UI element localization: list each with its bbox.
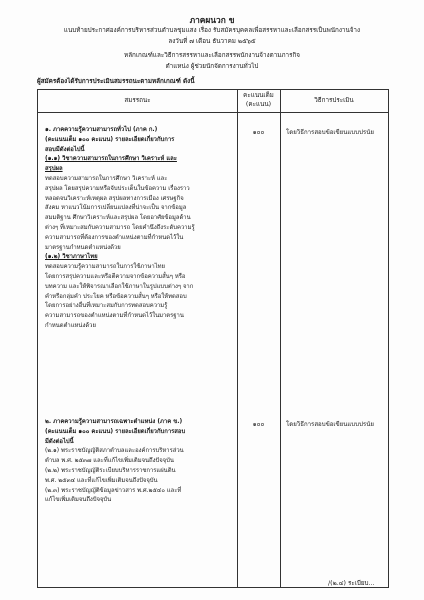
section-2-heading: (คะแนนเต็ม ๑๐๐ คะแนน) รายละเอียดเกี่ยวกับการสอบ: [45, 428, 186, 435]
body-text-line: ต่างๆ ที่เหมาะสมกับความสามารถ โดยคำนึงถึงระดับความรู้: [45, 225, 195, 231]
body-text-line: ทดสอบความสามารถในการศึกษา วิเคราะห์ และ: [45, 176, 168, 182]
continuation-marker: /(๒.๔) ระเบียบ...: [328, 580, 375, 587]
column-header-score: คะแนนเต็ม: [243, 92, 274, 99]
column-header-score-unit: (คะแนน): [245, 101, 272, 108]
appendix-title: ภาคผนวก ข: [189, 15, 235, 25]
intro-text: ผู้สมัครต้องได้รับการประเมินสมรรถนะตามหลักเกณฑ์ ดังนี้: [37, 78, 195, 85]
body-text-line: พ.ศ. ๒๕๓๔ และที่แก้ไขเพิ่มเติมจนถึงปัจจุบัน: [45, 477, 158, 484]
body-text-line: ตำบล พ.ศ. ๒๕๓๗ และที่แก้ไขเพิ่มเติมจนถึงปัจจุบัน: [45, 458, 174, 465]
body-text-line: สมมติฐาน ศึกษาวิเคราะห์และสรุปผล โดยอาศัยข้อมูลด้าน: [45, 215, 191, 222]
column-divider: [237, 90, 238, 587]
section-1-heading: สอบมีดังต่อไปนี้: [45, 146, 85, 153]
body-text-line: (๒.๓) พระราชบัญญัติข้อมูลข่าวสาร พ.ศ.๒๕๔๐ และที่: [45, 487, 182, 494]
body-text-line: บทความ และให้พิจารณาเลือกใช้ภาษาในรูปแบบต่างๆ จาก: [45, 283, 194, 290]
section-2-heading: มีดังต่อไปนี้: [45, 438, 74, 445]
subject-1-1-heading: (๑.๑) วิชาความสามารถในการศึกษา วิเคราะห์ และ: [45, 156, 177, 163]
method-section-2: โดยวิธีการสอบข้อเขียนแบบปรนัย: [286, 421, 374, 428]
position-heading: ตำแหน่ง ผู้ช่วยนักจัดการงานทั่วไป: [165, 63, 259, 70]
body-text-line: แก้ไขเพิ่มเติมจนถึงปัจจุบัน: [45, 497, 112, 504]
method-section-1: โดยวิธีการสอบข้อเขียนแบบปรนัย: [286, 129, 374, 136]
body-text-line: กำหนดตำแหน่งด้วย: [45, 323, 96, 329]
competency-table: [37, 89, 389, 588]
score-section-1: ๑๐๐: [252, 129, 265, 136]
body-text-line: สรุปผล โดยสรุปความหรือจับประเด็นในข้อความ เรื่องราว: [45, 185, 190, 192]
body-text-line: โดยการอย่างอื่นที่เหมาะสมกับการทดสอบความรู้: [45, 303, 168, 310]
subject-1-1-heading: สรุปผล: [45, 166, 63, 173]
body-text-line: คำหรือกลุ่มคำ ประโยค หรือข้อความสั้นๆ หรือให้ทดสอบ: [45, 293, 187, 300]
column-header-competency: สมรรถนะ: [124, 97, 151, 104]
section-2-heading: ๒. ภาคความรู้ความสามารถเฉพาะตำแหน่ง (ภาค ข.): [45, 419, 183, 425]
body-text-line: ความสามารถของตำแหน่งตามที่กำหนดไว้ในมาตรฐาน: [45, 313, 184, 320]
criteria-heading: หลักเกณฑ์และวิธีการสรรหาและเลือกสรรพนักงานจ้างตามภารกิจ: [124, 52, 300, 59]
announcement-date: ลงวันที่ ๗ เดือน ธันวาคม ๒๕๖๕: [168, 38, 256, 45]
column-header-method: วิธีการประเมิน: [314, 97, 354, 104]
section-1-heading: (คะแนนเต็ม ๑๐๐ คะแนน) รายละเอียดเกี่ยวกับการ: [45, 136, 175, 143]
announcement-subtitle: แนบท้ายประกาศองค์การบริหารส่วนตำบลชุมแสง เรื่อง รับสมัครบุคคลเพื่อสรรหาและเลือกสรรเป็นพนักงานจ้าง: [63, 27, 361, 34]
body-text-line: มาตรฐานกำหนดตำแหน่งด้วย: [45, 244, 121, 251]
column-divider: [280, 90, 281, 587]
body-text-line: (๒.๒) พระราชบัญญัติระเบียบบริหารราชการแผ่นดิน: [45, 468, 176, 474]
body-text-line: ความสามารถที่ต้องการของตำแหน่งตามที่กำหนดไว้ใน: [45, 234, 184, 241]
subject-1-2-heading: (๑.๒) วิชาภาษาไทย: [45, 254, 98, 261]
body-text-line: (๒.๑) พระราชบัญญัติสภาตำบลและองค์การบริหารส่วน: [45, 448, 184, 455]
score-section-2: ๑๐๐: [252, 421, 265, 428]
section-1-heading: ๑. ภาคความรู้ความสามารถทั่วไป (ภาค ก.): [45, 127, 158, 133]
header-divider: [38, 112, 388, 113]
body-text-line: โดยการสรุปความและหรือตีความจากข้อความสั้นๆ หรือ: [45, 274, 186, 280]
body-text-line: หลอดจนวิเคราะห์เหตุผล สรุปผลทางการเมือง เศรษฐกิจ: [45, 195, 184, 202]
body-text-line: สังคม หาแนวโน้มการเปลี่ยนแปลงที่น่าจะเป็น จากข้อมูล: [45, 205, 187, 212]
body-text-line: ทดสอบความรู้ความสามารถในการใช้ภาษาไทย: [45, 264, 165, 271]
